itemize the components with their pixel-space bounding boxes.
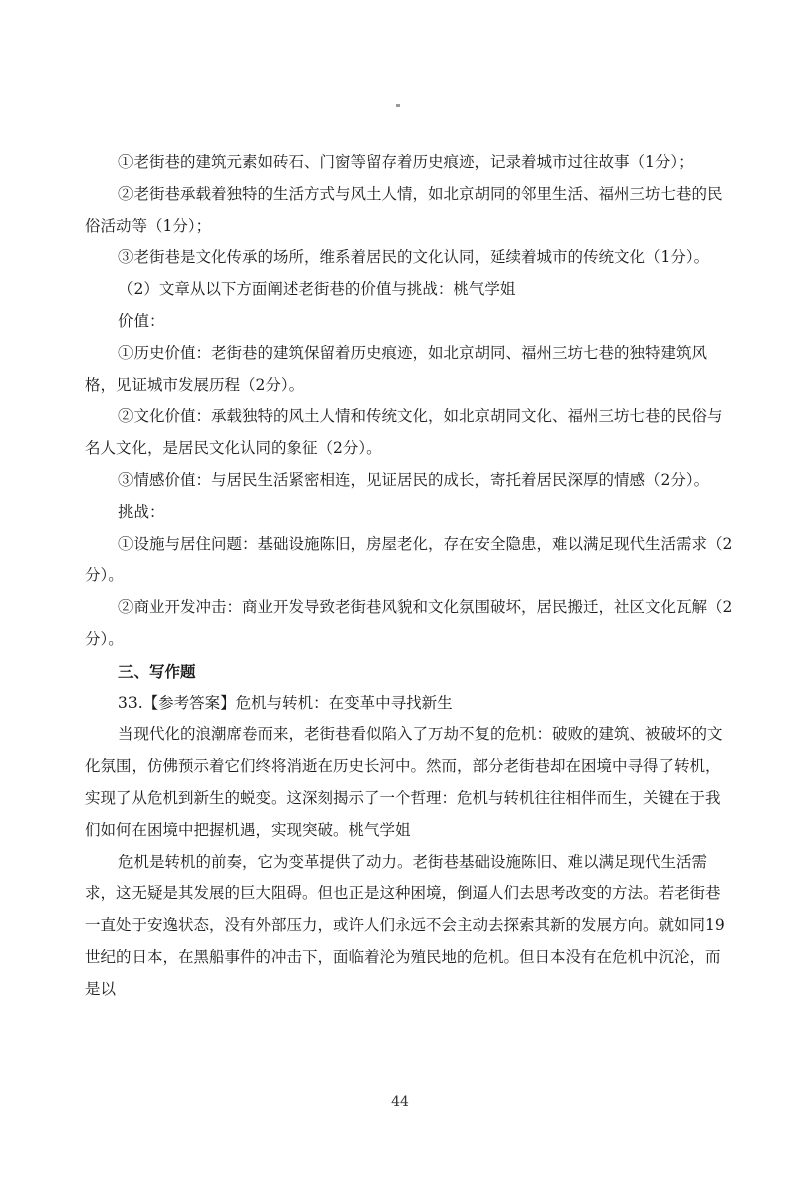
challenge-item-commerce: ②商业开发冲击：商业开发导致老街巷风貌和文化氛围破坏，居民搬迁，社区文化瓦解（2分）。 [85,598,733,648]
answer-point-1: ①老街巷的建筑元素如砖石、门窗等留存着历史痕迹，记录着城市过往故事（1分）； [118,153,694,171]
scan-mark [396,104,400,107]
question-2-heading: （2）文章从以下方面阐述老街巷的价值与挑战：桃气学姐 [118,280,516,299]
section-heading-writing: 三、写作题 [118,661,196,681]
page-number: 44 [391,1094,409,1110]
value-item-culture: ②文化价值：承载独特的风土人情和传统文化，如北京胡同文化、福州三坊七巷的民俗与名人文化，是居民文化认同的象征（2分）。 [85,407,723,458]
value-item-history: ①历史价值：老街巷的建筑保留着历史痕迹，如北京胡同、福州三坊七巷的独特建筑风格，见证城市发展历程（2分）。 [85,343,708,394]
challenge-item-facilities: ①设施与居住问题：基础设施陈旧，房屋老化，存在安全隐患，难以满足现代生活需求（2分）。 [85,534,733,585]
answer-point-3: ③老街巷是文化传承的场所，维系着居民的文化认同，延续着城市的传统文化（1分）。 [118,248,710,267]
essay-title: 33.【参考答案】危机与转机：在变革中寻找新生 [118,693,453,712]
value-heading: 价值： [118,311,165,330]
essay-paragraph-1: 当现代化的浪潮席卷而来，老街巷看似陷入了万劫不复的危机：破败的建筑、被破坏的文化氛围，仿佛预示着它们终将消逝在历史长河中。然而，部分老街巷却在困境中寻得了转机，实现了从危机到新生的蜕变。这深刻揭示了一个哲理：危机与转机往往相伴而生，关键在于我们如何在困境中把握机遇，实现突破。桃气学姐 [85,725,723,839]
essay-paragraph-2: 危机是转机的前奏，它为变革提供了动力。老街巷基础设施陈旧、难以满足现代生活需求，这无疑是其发展的巨大阻碍。但也正是这种困境，倒逼人们去思考改变的方法。若老街巷一直处于安逸状态，没有外部压力，或许人们永远不会主动去探索其新的发展方向。就如同19世纪的日本，在黑船事件的冲击下，面临着沦为殖民地的危机。但日本没有在危机中沉沦，而是以 [85,852,725,998]
document-body [85,147,735,1006]
answer-point-2: ②老街巷承载着独特的生活方式与风土人情，如北京胡同的邻里生活、福州三坊七巷的民俗活动等（1分）； [85,184,723,235]
value-item-emotion: ③情感价值：与居民生活紧密相连，见证居民的成长，寄托着居民深厚的情感（2分）。 [118,470,710,489]
challenge-heading: 挑战： [118,502,165,521]
